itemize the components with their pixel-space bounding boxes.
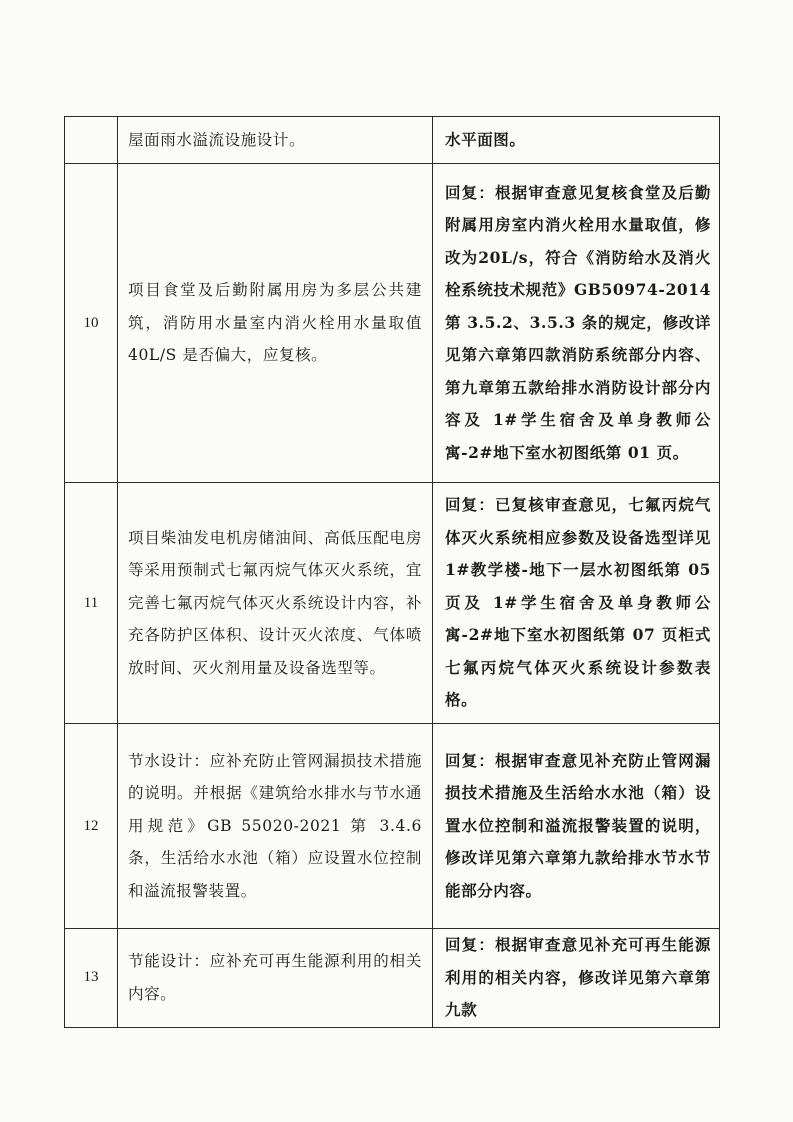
reply-text: 回复：已复核审查意见，七氟丙烷气体灭火系统相应参数及设备选型详见 1#教学楼-地下一层水初图纸第 05 页及 1#学生宿舍及单身教师公寓-2#地下室水初图纸第 07 页柜式七氟丙烷气体灭火系统设计参数表格。 <box>445 495 711 710</box>
reply-cell <box>433 117 720 164</box>
table-row <box>65 929 720 1028</box>
row-number-cell: 13 <box>65 929 118 1028</box>
reply-text: 回复：根据审查意见补充可再生能源利用的相关内容，修改详见第六章第九款 <box>445 935 711 1019</box>
reply-cell <box>433 929 720 1028</box>
reply-text: 回复：根据审查意见补充防止管网漏损技术措施及生活给水水池（箱）设置水位控制和溢流报警装置的说明，修改详见第六章第九款给排水节水节能部分内容。 <box>445 750 711 900</box>
review-issue-cell <box>118 117 433 164</box>
review-issue-text: 项目柴油发电机房储油间、高低压配电房等采用预制式七氟丙烷气体灭火系统，宜完善七氟丙烷气体灭火系统设计内容，补充各防护区体积、设计灭火浓度、气体喷放时间、灭火剂用量及设备选型等。 <box>128 528 422 677</box>
row-number-cell: 10 <box>65 164 118 483</box>
row-number-cell: 11 <box>65 483 118 724</box>
reply-cell <box>433 483 720 724</box>
review-issue-text: 屋面雨水溢流设施设计。 <box>128 130 306 149</box>
review-issue-cell <box>118 929 433 1028</box>
review-response-table <box>64 116 720 1028</box>
table-row <box>65 483 720 724</box>
review-issue-cell <box>118 483 433 724</box>
review-issue-text: 项目食堂及后勤附属用房为多层公共建筑，消防用水量室内消火栓用水量取值 40L/S 是否偏大，应复核。 <box>128 281 422 365</box>
review-issue-text: 节能设计：应补充可再生能源利用的相关内容。 <box>128 952 422 1003</box>
reply-cell <box>433 724 720 929</box>
reply-text: 水平面图。 <box>445 129 526 149</box>
row-number-cell <box>65 117 118 164</box>
reply-text: 回复：根据审查意见复核食堂及后勤附属用房室内消火栓用水量取值，修改为20L/s，符合《消防给水及消火栓系统技术规范》GB50974-2014 第 3.5.2、3.5.3 条的规定，修改详见第六章第四款消防系统部分内容、第九章第五款给排水消防设计部分内容及 1#学生宿舍及单身教师公寓-2#地下室水初图纸第 01 页。 <box>445 182 711 462</box>
reply-cell <box>433 164 720 483</box>
table-row <box>65 164 720 483</box>
review-issue-text: 节水设计：应补充防止管网漏损技术措施的说明。并根据《建筑给水排水与节水通用规范》GB 55020-2021 第 3.4.6 条，生活给水水池（箱）应设置水位控制和溢流报警装置。 <box>128 751 422 900</box>
table-row <box>65 724 720 929</box>
review-issue-cell <box>118 724 433 929</box>
table-row-continuation <box>65 117 720 164</box>
row-number-cell: 12 <box>65 724 118 929</box>
review-issue-cell <box>118 164 433 483</box>
